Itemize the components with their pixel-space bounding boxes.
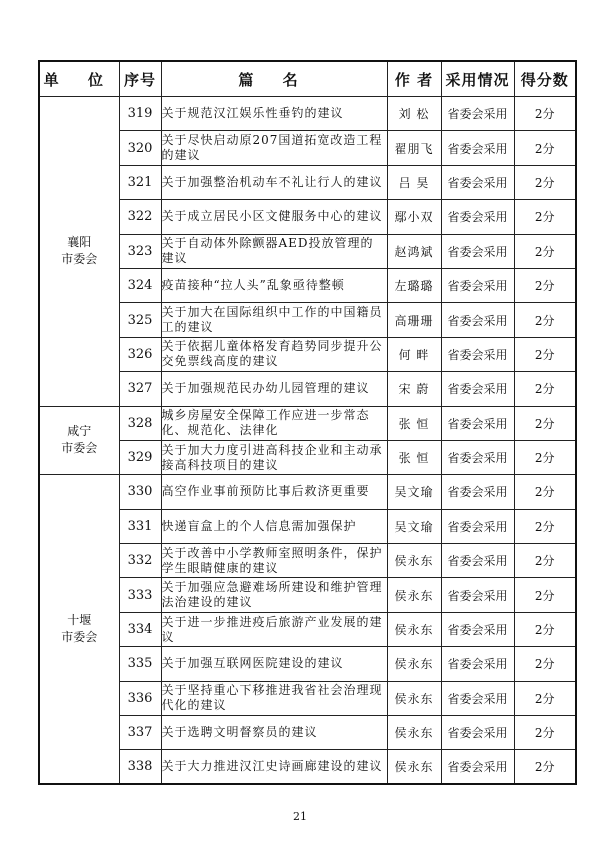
title-cell: 关于加大在国际组织中工作的中国籍员工的建议: [161, 303, 387, 337]
table-row: [39, 200, 576, 234]
author-cell: 张 恒: [387, 440, 441, 474]
unit-name: 十堰: [67, 613, 92, 628]
seq-cell: 336: [119, 681, 161, 715]
unit-name: 咸宁: [67, 424, 92, 439]
score-cell: 2分: [514, 612, 576, 646]
author-cell: 吴文瑜: [387, 509, 441, 543]
table-header-row: [39, 61, 576, 97]
table-row: [39, 544, 576, 578]
status-cell: 省委会采用: [441, 716, 514, 750]
score-cell: 2分: [514, 509, 576, 543]
author-cell: 侯永东: [387, 750, 441, 784]
seq-cell: 330: [119, 475, 161, 509]
seq-cell: 329: [119, 440, 161, 474]
status-cell: 省委会采用: [441, 200, 514, 234]
header-status: 采用情况: [441, 61, 514, 97]
title-cell: 关于尽快启动原207国道拓宽改造工程的建议: [161, 131, 387, 165]
table-row: [39, 131, 576, 165]
unit-suffix: 市委会: [61, 441, 98, 456]
status-cell: 省委会采用: [441, 647, 514, 681]
seq-cell: 319: [119, 97, 161, 131]
unit-cell: [39, 475, 119, 785]
unit-cell: [39, 406, 119, 475]
title-cell: 关于加强互联网医院建设的建议: [161, 647, 387, 681]
seq-cell: 333: [119, 578, 161, 612]
author-cell: 赵鸿斌: [387, 234, 441, 268]
table-body: [39, 97, 576, 785]
seq-cell: 334: [119, 612, 161, 646]
seq-cell: 325: [119, 303, 161, 337]
title-cell: 关于依据儿童体格发育趋势同步提升公交免票线高度的建议: [161, 337, 387, 371]
table-row: [39, 303, 576, 337]
score-cell: 2分: [514, 716, 576, 750]
table-row: [39, 716, 576, 750]
score-cell: 2分: [514, 97, 576, 131]
table-row: [39, 578, 576, 612]
seq-cell: 321: [119, 165, 161, 199]
author-cell: 宋 蔚: [387, 372, 441, 406]
score-cell: 2分: [514, 131, 576, 165]
author-cell: 鄢小双: [387, 200, 441, 234]
title-cell: 关于加强应急避难场所建设和维护管理法治建设的建议: [161, 578, 387, 612]
seq-cell: 327: [119, 372, 161, 406]
author-cell: 高珊珊: [387, 303, 441, 337]
table-row: [39, 440, 576, 474]
table-row: [39, 406, 576, 440]
score-cell: 2分: [514, 200, 576, 234]
status-cell: 省委会采用: [441, 97, 514, 131]
score-cell: 2分: [514, 406, 576, 440]
author-cell: 吴文瑜: [387, 475, 441, 509]
unit-cell: [39, 97, 119, 407]
status-cell: 省委会采用: [441, 750, 514, 784]
score-cell: 2分: [514, 337, 576, 371]
table-row: [39, 268, 576, 302]
header-seq: 序号: [119, 61, 161, 97]
table-row: [39, 337, 576, 371]
table-row: [39, 509, 576, 543]
status-cell: 省委会采用: [441, 131, 514, 165]
header-author: 作 者: [387, 61, 441, 97]
unit-suffix: 市委会: [61, 252, 98, 267]
author-cell: 侯永东: [387, 716, 441, 750]
author-cell: 何 畔: [387, 337, 441, 371]
score-cell: 2分: [514, 372, 576, 406]
status-cell: 省委会采用: [441, 578, 514, 612]
score-cell: 2分: [514, 234, 576, 268]
title-cell: 关于加强整治机动车不礼让行人的建议: [161, 165, 387, 199]
status-cell: 省委会采用: [441, 475, 514, 509]
title-cell: 关于进一步推进疫后旅游产业发展的建议: [161, 612, 387, 646]
title-cell: 关于选聘文明督察员的建议: [161, 716, 387, 750]
title-cell: 关于加大力度引进高科技企业和主动承接高科技项目的建议: [161, 440, 387, 474]
title-cell: 高空作业事前预防比事后救济更重要: [161, 475, 387, 509]
status-cell: 省委会采用: [441, 337, 514, 371]
seq-cell: 320: [119, 131, 161, 165]
seq-cell: 326: [119, 337, 161, 371]
status-cell: 省委会采用: [441, 406, 514, 440]
proposal-score-table: [38, 60, 577, 785]
author-cell: 侯永东: [387, 681, 441, 715]
seq-cell: 322: [119, 200, 161, 234]
author-cell: 刘 松: [387, 97, 441, 131]
seq-cell: 328: [119, 406, 161, 440]
author-cell: 侯永东: [387, 544, 441, 578]
table-row: [39, 647, 576, 681]
title-cell: 城乡房屋安全保障工作应进一步常态化、规范化、法律化: [161, 406, 387, 440]
score-cell: 2分: [514, 440, 576, 474]
author-cell: 吕 昊: [387, 165, 441, 199]
page-number: 21: [293, 810, 307, 823]
unit-name: 襄阳: [67, 235, 92, 250]
status-cell: 省委会采用: [441, 234, 514, 268]
table-row: [39, 372, 576, 406]
author-cell: 侯永东: [387, 578, 441, 612]
title-cell: 疫苗接种“拉人头”乱象亟待整顿: [161, 268, 387, 302]
seq-cell: 324: [119, 268, 161, 302]
table-row: [39, 750, 576, 784]
title-cell: 关于大力推进汉江史诗画廊建设的建议: [161, 750, 387, 784]
title-cell: 关于规范汉江娱乐性垂钓的建议: [161, 97, 387, 131]
status-cell: 省委会采用: [441, 440, 514, 474]
author-cell: 侯永东: [387, 612, 441, 646]
score-cell: 2分: [514, 647, 576, 681]
status-cell: 省委会采用: [441, 509, 514, 543]
score-cell: 2分: [514, 681, 576, 715]
table-row: [39, 165, 576, 199]
seq-cell: 338: [119, 750, 161, 784]
table-row: [39, 234, 576, 268]
title-cell: 关于坚持重心下移推进我省社会治理现代化的建议: [161, 681, 387, 715]
unit-suffix: 市委会: [61, 630, 98, 645]
author-cell: 侯永东: [387, 647, 441, 681]
header-title: 篇 名: [161, 61, 387, 97]
status-cell: 省委会采用: [441, 612, 514, 646]
seq-cell: 335: [119, 647, 161, 681]
status-cell: 省委会采用: [441, 681, 514, 715]
table-row: [39, 97, 576, 131]
table-row: [39, 681, 576, 715]
author-cell: 张 恒: [387, 406, 441, 440]
status-cell: 省委会采用: [441, 303, 514, 337]
title-cell: 关于加强规范民办幼儿园管理的建议: [161, 372, 387, 406]
author-cell: 翟朋飞: [387, 131, 441, 165]
score-cell: 2分: [514, 544, 576, 578]
table-row: [39, 612, 576, 646]
score-cell: 2分: [514, 165, 576, 199]
header-unit: 单 位: [39, 61, 119, 97]
table-row: [39, 475, 576, 509]
score-cell: 2分: [514, 303, 576, 337]
seq-cell: 331: [119, 509, 161, 543]
header-score: 得分数: [514, 61, 576, 97]
score-cell: 2分: [514, 578, 576, 612]
status-cell: 省委会采用: [441, 544, 514, 578]
title-cell: 快递盲盒上的个人信息需加强保护: [161, 509, 387, 543]
seq-cell: 332: [119, 544, 161, 578]
score-cell: 2分: [514, 750, 576, 784]
score-cell: 2分: [514, 475, 576, 509]
title-cell: 关于成立居民小区文健服务中心的建议: [161, 200, 387, 234]
status-cell: 省委会采用: [441, 372, 514, 406]
author-cell: 左璐璐: [387, 268, 441, 302]
seq-cell: 337: [119, 716, 161, 750]
status-cell: 省委会采用: [441, 268, 514, 302]
seq-cell: 323: [119, 234, 161, 268]
title-cell: 关于自动体外除颤器AED投放管理的建议: [161, 234, 387, 268]
title-cell: 关于改善中小学教师室照明条件，保护学生眼睛健康的建议: [161, 544, 387, 578]
score-cell: 2分: [514, 268, 576, 302]
status-cell: 省委会采用: [441, 165, 514, 199]
